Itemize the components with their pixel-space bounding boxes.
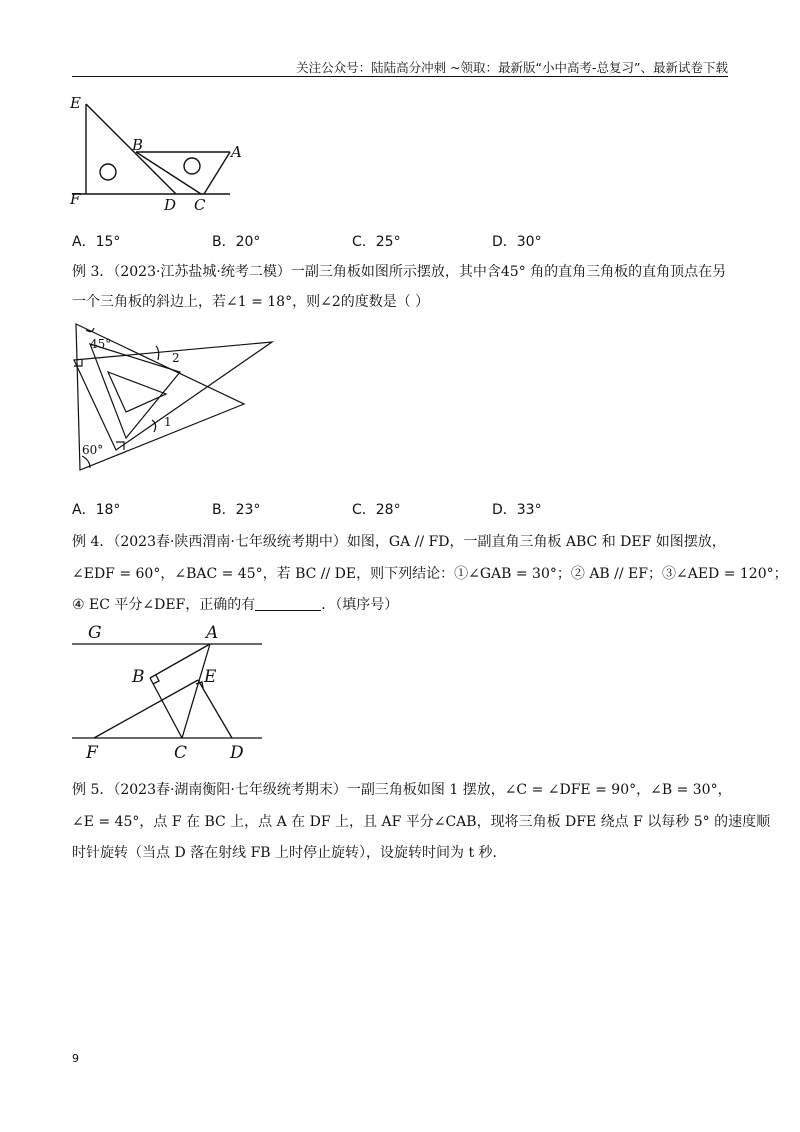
label-a: A (231, 143, 242, 161)
circle-right (184, 158, 200, 174)
segment-bc (150, 678, 182, 738)
ex4-line3-suffix: ．（填序号） (321, 597, 399, 613)
answer-blank[interactable] (255, 596, 321, 611)
ex5-line2: ∠E = 45°，点 F 在 BC 上，点 A 在 DF 上，且 AF 平分∠CAB，现将三角板 DFE 绕点 F 以每秒 5° 的速度顺 (72, 814, 771, 830)
header-divider (72, 76, 728, 77)
label-45: 45° (90, 337, 112, 351)
label-d: D (164, 196, 177, 214)
label-e: E (70, 94, 81, 112)
ex3-option-d: D．33° (492, 502, 542, 518)
label-c: C (174, 743, 188, 763)
option-b: B．20° (212, 234, 261, 250)
option-a: A．15° (72, 234, 121, 250)
ex5-line1: 例 5．（2023春·湖南衡阳·七年级统考期末）一副三角板如图 1 摆放，∠C = ∠DFE = 90°，∠B = 30°， (72, 782, 732, 798)
figure-triangles-q2 (68, 92, 240, 214)
label-b: B (132, 667, 145, 687)
label-a: A (206, 623, 219, 643)
label-60: 60° (82, 443, 104, 457)
figure-parallel-lines-ex4 (70, 620, 270, 762)
ex3-option-b: B．23° (212, 502, 261, 518)
label-g: G (88, 623, 102, 643)
label-angle-2: 2 (172, 351, 180, 365)
ex5-line3: 时针旋转（当点 D 落在射线 FB 上时停止旋转），设旋转时间为 t 秒. (72, 845, 498, 861)
ex3-line2: 一个三角板的斜边上，若∠1 = 18°，则∠2的度数是（ ） (72, 294, 430, 310)
label-b: B (132, 136, 144, 154)
label-d: D (230, 743, 244, 763)
segment-fe (94, 680, 198, 738)
ex4-line3-text: ④ EC 平分∠DEF，正确的有 (72, 597, 256, 613)
ex4-line3 (72, 595, 732, 615)
ex3-option-a: A．18° (72, 502, 121, 518)
ex4-line2: ∠EDF = 60°，∠BAC = 45°，若 BC // DE，则下列结论：①∠GAB = 30°；② AB // EF；③∠AED = 120°； (72, 566, 788, 582)
segment-ac (204, 152, 230, 194)
option-c: C．25° (352, 234, 401, 250)
arc-1 (152, 420, 156, 432)
label-f: F (70, 190, 81, 208)
figure-set-squares-ex3 (68, 320, 278, 476)
label-c: C (194, 196, 206, 214)
ex4-line1: 例 4．（2023春·陕西渭南·七年级统考期中）如图，GA // FD，一副直角三角板 ABC 和 DEF 如图摆放， (72, 534, 726, 550)
option-d: D．30° (492, 234, 542, 250)
ex3-line1: 例 3．（2023·江苏盐城·统考二模）一副三角板如图所示摆放，其中含45° 角的直角三角板的直角顶点在另 (72, 264, 727, 280)
page-header: 关注公众号：陆陆高分冲刺 ~领取：最新版“小中高考-总复习”、最新试卷下载 (296, 60, 728, 75)
segment-ed (198, 680, 232, 738)
label-f: F (86, 743, 98, 763)
label-angle-1: 1 (164, 415, 172, 429)
segment-ed (86, 104, 176, 194)
inner-triangle-2 (108, 372, 166, 412)
ex3-option-c: C．28° (352, 502, 401, 518)
page-number: 9 (72, 1052, 79, 1065)
circle-left (100, 164, 116, 180)
label-e: E (204, 667, 217, 687)
